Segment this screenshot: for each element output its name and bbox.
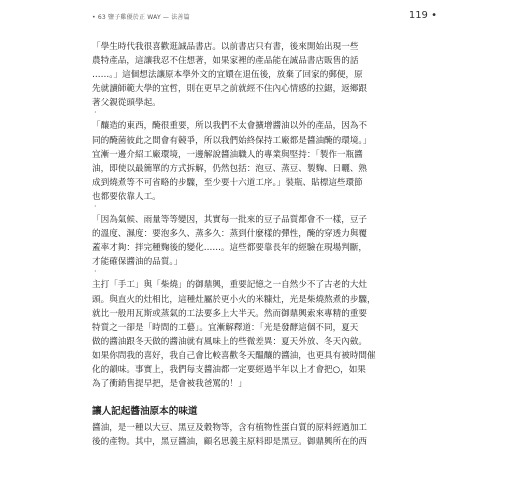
paragraph-1: 「學生時代我很喜歡逛誠品書店。以前書店只有書，後來開始出現一些 農特產品，這讓我忍不住想著，如果家裡的產品能在誠品書店販售的話 ……。」這個想法讓原本學外文的宜嬛在退伍後，放棄了回家的郵便，原 先就讀師範大學的宜哲，則在更早之前就經不住內心情感的拉鋸，返鄉跟 著父親從頭學起。 [92, 42, 368, 109]
paragraph-divider [92, 204, 437, 213]
paragraph-divider [92, 269, 437, 278]
running-head: • 63 鹽子雞優於正 WAY — 法善篇 [92, 14, 190, 21]
paragraph-3: 「因為氣候、雨量等等變因，其實每一批來的豆子品質都會不一樣，豆子 的溫度、濕度：要泡多久、蒸多久：蒸到什麼樣的彈性，醃的穿透力與覆 蓋率才夠：拌完種麴後的變化……。這些都要靠長年的經驗在現場判斷， 才能確保醬油的品質。」 [92, 215, 368, 268]
paragraph-gap [92, 391, 437, 400]
divider-dot-icon: · [94, 202, 97, 212]
paragraph-divider [92, 110, 437, 119]
body-text [92, 40, 437, 449]
page-header [92, 10, 437, 24]
paragraph-2: 「釀造的東西，醃很重要，所以我們不太會擴增醬油以外的產品，因為不 同的醃菌彼此之間會有競爭，所以我們始終保持工廠都是醬油醃的環境。」 宜漸一邊介紹工廠環境，一邊解說醬油職人的專業與堅持：「製作一瓶醬 油，即使以最簡單的方式拆解，仍然包括：泡豆、蒸豆、製麴、日曬、熟 成到燒煮等不可省略的步驟，至少要十六道工序。」裝瓶、貼標這些環節 也都要依靠人工。 [92, 121, 372, 202]
paragraph-4: 主打「手工」與「柴燒」的御鼎興，重要記憶之一自然少不了古老的大灶 頭。與直火的灶相比，這種灶屬於更小火的米糠灶，光是柴燒熬煮的步驟， 就比一般用瓦斯或蒸氣的工法要多上大半天。然而御鼎興索來專精的重要 特質之一卻是「時間的工藝」。宜漸解釋道：「光是發酵這個不同，夏天 做的醬油跟冬天做的醬油就有風味上的些微差異：夏天外放、冬天內斂。 如果你問我的喜好，我自己會比較喜歡冬天醞釀的醬油，也更具有被時間催 化的韻味。事實上，我們每支醬油都一定要經過半年以上才會把○，如果 為了衝銷售提早把，是會被我爸罵的！」 [92, 280, 376, 390]
divider-dot-icon: · [94, 108, 97, 118]
paragraph-5: 醬油，是一種以大豆、黑豆及穀物等，含有植物性蛋白質的原料經過加工 後的產物。其中，黑豆醬油，顧名思義主原料即是黑豆。御鼎興所在的西 [92, 423, 368, 448]
divider-dot-icon: · [94, 267, 97, 277]
section-title: 讓人記起醬油原本的味道 [92, 406, 198, 418]
page-number: 119 • [408, 10, 437, 21]
